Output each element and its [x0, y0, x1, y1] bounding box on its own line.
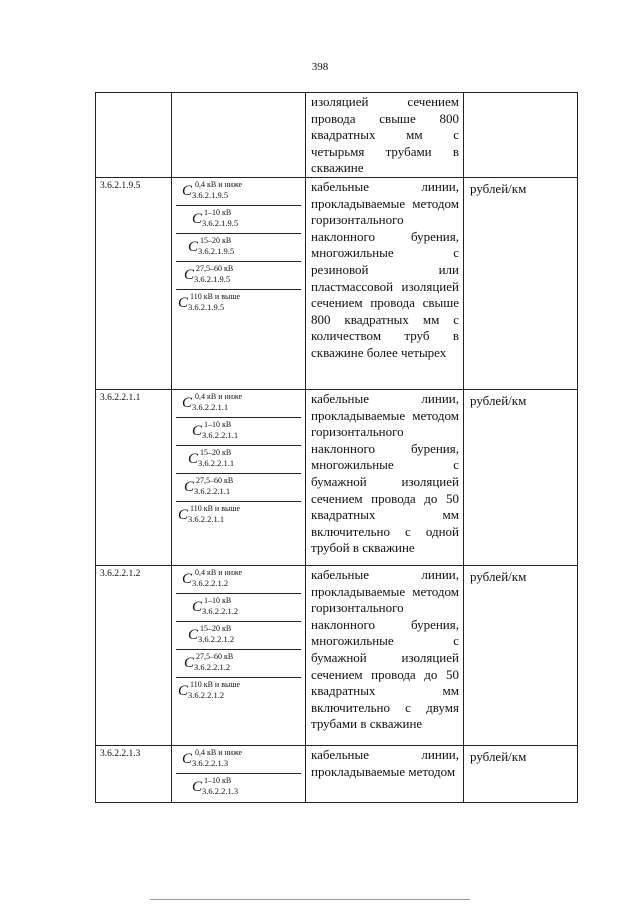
coefficient-symbol: C [184, 266, 195, 283]
coefficient-voltage: 0,4 кВ и ниже [195, 747, 243, 757]
coefficient-symbol: C [184, 654, 195, 671]
coefficient-symbol: C [188, 238, 199, 255]
code-cell: 3.6.2.2.1.1 [96, 389, 172, 565]
coefficient-index: 3.6.2.1.9.5 [194, 273, 231, 284]
coefficient-voltage: 27,5–60 кВ [196, 651, 234, 661]
description-cell: кабельные линии, прокладываемые методом горизонтального наклонного бурения, многожильные с бумажной изоляцией сечением провода до 50 квадратных мм включительно с одной трубой в скважине [306, 389, 464, 565]
coefficient-symbol: C [192, 210, 203, 227]
coefficient-voltage: 15–20 кВ [200, 623, 232, 633]
table-row [96, 745, 578, 802]
coefficient-symbol: C [188, 626, 199, 643]
coefficient-item [176, 207, 301, 234]
code-cell: 3.6.2.2.1.3 [96, 745, 172, 802]
coefficient-voltage: 0,4 кВ и ниже [195, 179, 243, 189]
coefficient-voltage: 15–20 кВ [200, 447, 232, 457]
coefficient-cell [172, 745, 306, 802]
coefficient-voltage: 1–10 кВ [204, 419, 232, 429]
coefficient-item [176, 775, 301, 801]
description-cell: кабельные линии, прокладываемые методом горизонтального наклонного бурения, многожильные с резиновой или пластмассовой изоляцией сечением провода свыше 800 квадратных мм с количеством труб в скважине более четырех [306, 177, 464, 389]
coefficient-cell [172, 93, 306, 178]
tariff-table [95, 92, 578, 803]
coefficient-voltage: 110 кВ и выше [190, 291, 241, 301]
coefficient-index: 3.6.2.2.1.2 [202, 605, 239, 616]
coefficient-item [176, 391, 301, 418]
coefficient-index: 3.6.2.2.1.2 [188, 689, 225, 700]
scan-edge-line [150, 899, 470, 900]
coefficient-item [176, 747, 301, 774]
coefficient-symbol: C [184, 478, 195, 495]
coefficient-item [176, 291, 301, 317]
coefficient-voltage: 1–10 кВ [204, 207, 232, 217]
coefficient-symbol: C [178, 506, 189, 523]
coefficient-index: 3.6.2.2.1.3 [202, 785, 239, 796]
unit-cell: рублей/км [464, 745, 578, 802]
coefficient-index: 3.6.2.2.1.3 [192, 757, 229, 768]
coefficient-symbol: C [192, 422, 203, 439]
coefficient-index: 3.6.2.2.1.1 [188, 513, 225, 524]
table-row [96, 389, 578, 565]
coefficient-item [176, 503, 301, 529]
page-number: 398 [311, 61, 329, 73]
coefficient-symbol: C [192, 598, 203, 615]
coefficient-voltage: 27,5–60 кВ [196, 475, 234, 485]
table-row [96, 177, 578, 389]
coefficient-item [176, 179, 301, 206]
coefficient-list [172, 567, 305, 705]
table-row [96, 565, 578, 745]
coefficient-symbol: C [182, 750, 193, 767]
coefficient-index: 3.6.2.2.1.1 [194, 485, 231, 496]
code-cell: 3.6.2.1.9.5 [96, 177, 172, 389]
coefficient-item [176, 447, 301, 474]
table-row-continued [96, 93, 578, 178]
unit-cell: рублей/км [464, 177, 578, 389]
coefficient-index: 3.6.2.1.9.5 [192, 189, 229, 200]
coefficient-item [176, 235, 301, 262]
description-cell: изоляцией сечением провода свыше 800 квадратных мм с четырьмя трубами в скважине [306, 93, 464, 178]
code-cell [96, 93, 172, 178]
description-cell: кабельные линии, прокладываемые методом [306, 745, 464, 802]
coefficient-index: 3.6.2.1.9.5 [202, 217, 239, 228]
coefficient-list [172, 179, 305, 317]
coefficient-voltage: 0,4 кВ и ниже [195, 567, 243, 577]
code-cell: 3.6.2.2.1.2 [96, 565, 172, 745]
coefficient-index: 3.6.2.1.9.5 [188, 301, 225, 312]
unit-cell: рублей/км [464, 565, 578, 745]
coefficient-item [176, 567, 301, 594]
coefficient-voltage: 0,4 кВ и ниже [195, 391, 243, 401]
coefficient-item [176, 595, 301, 622]
coefficient-list [172, 747, 305, 801]
coefficient-index: 3.6.2.2.1.2 [192, 577, 229, 588]
coefficient-list [172, 391, 305, 529]
coefficient-cell [172, 177, 306, 389]
coefficient-index: 3.6.2.1.9.5 [198, 245, 235, 256]
coefficient-item [176, 419, 301, 446]
coefficient-symbol: C [182, 570, 193, 587]
coefficient-cell [172, 565, 306, 745]
coefficient-item [176, 263, 301, 290]
coefficient-voltage: 27,5–60 кВ [196, 263, 234, 273]
description-cell: кабельные линии, прокладываемые методом горизонтального наклонного бурения, многожильные с бумажной изоляцией сечением провода до 50 квадратных мм включительно с двумя трубами в скважине [306, 565, 464, 745]
coefficient-index: 3.6.2.2.1.1 [192, 401, 229, 412]
coefficient-index: 3.6.2.2.1.2 [198, 633, 235, 644]
coefficient-item [176, 651, 301, 678]
coefficient-voltage: 15–20 кВ [200, 235, 232, 245]
coefficient-index: 3.6.2.2.1.1 [202, 429, 239, 440]
coefficient-symbol: C [178, 682, 189, 699]
coefficient-voltage: 110 кВ и выше [190, 503, 241, 513]
coefficient-item [176, 623, 301, 650]
coefficient-index: 3.6.2.2.1.1 [198, 457, 235, 468]
coefficient-voltage: 110 кВ и выше [190, 679, 241, 689]
unit-cell: рублей/км [464, 389, 578, 565]
unit-cell [464, 93, 578, 178]
coefficient-symbol: C [192, 778, 203, 795]
coefficient-index: 3.6.2.2.1.2 [194, 661, 231, 672]
coefficient-item [176, 679, 301, 705]
coefficient-symbol: C [188, 450, 199, 467]
coefficient-symbol: C [178, 294, 189, 311]
coefficient-voltage: 1–10 кВ [204, 595, 232, 605]
coefficient-voltage: 1–10 кВ [204, 775, 232, 785]
coefficient-cell [172, 389, 306, 565]
coefficient-symbol: C [182, 182, 193, 199]
coefficient-symbol: C [182, 394, 193, 411]
coefficient-item [176, 475, 301, 502]
